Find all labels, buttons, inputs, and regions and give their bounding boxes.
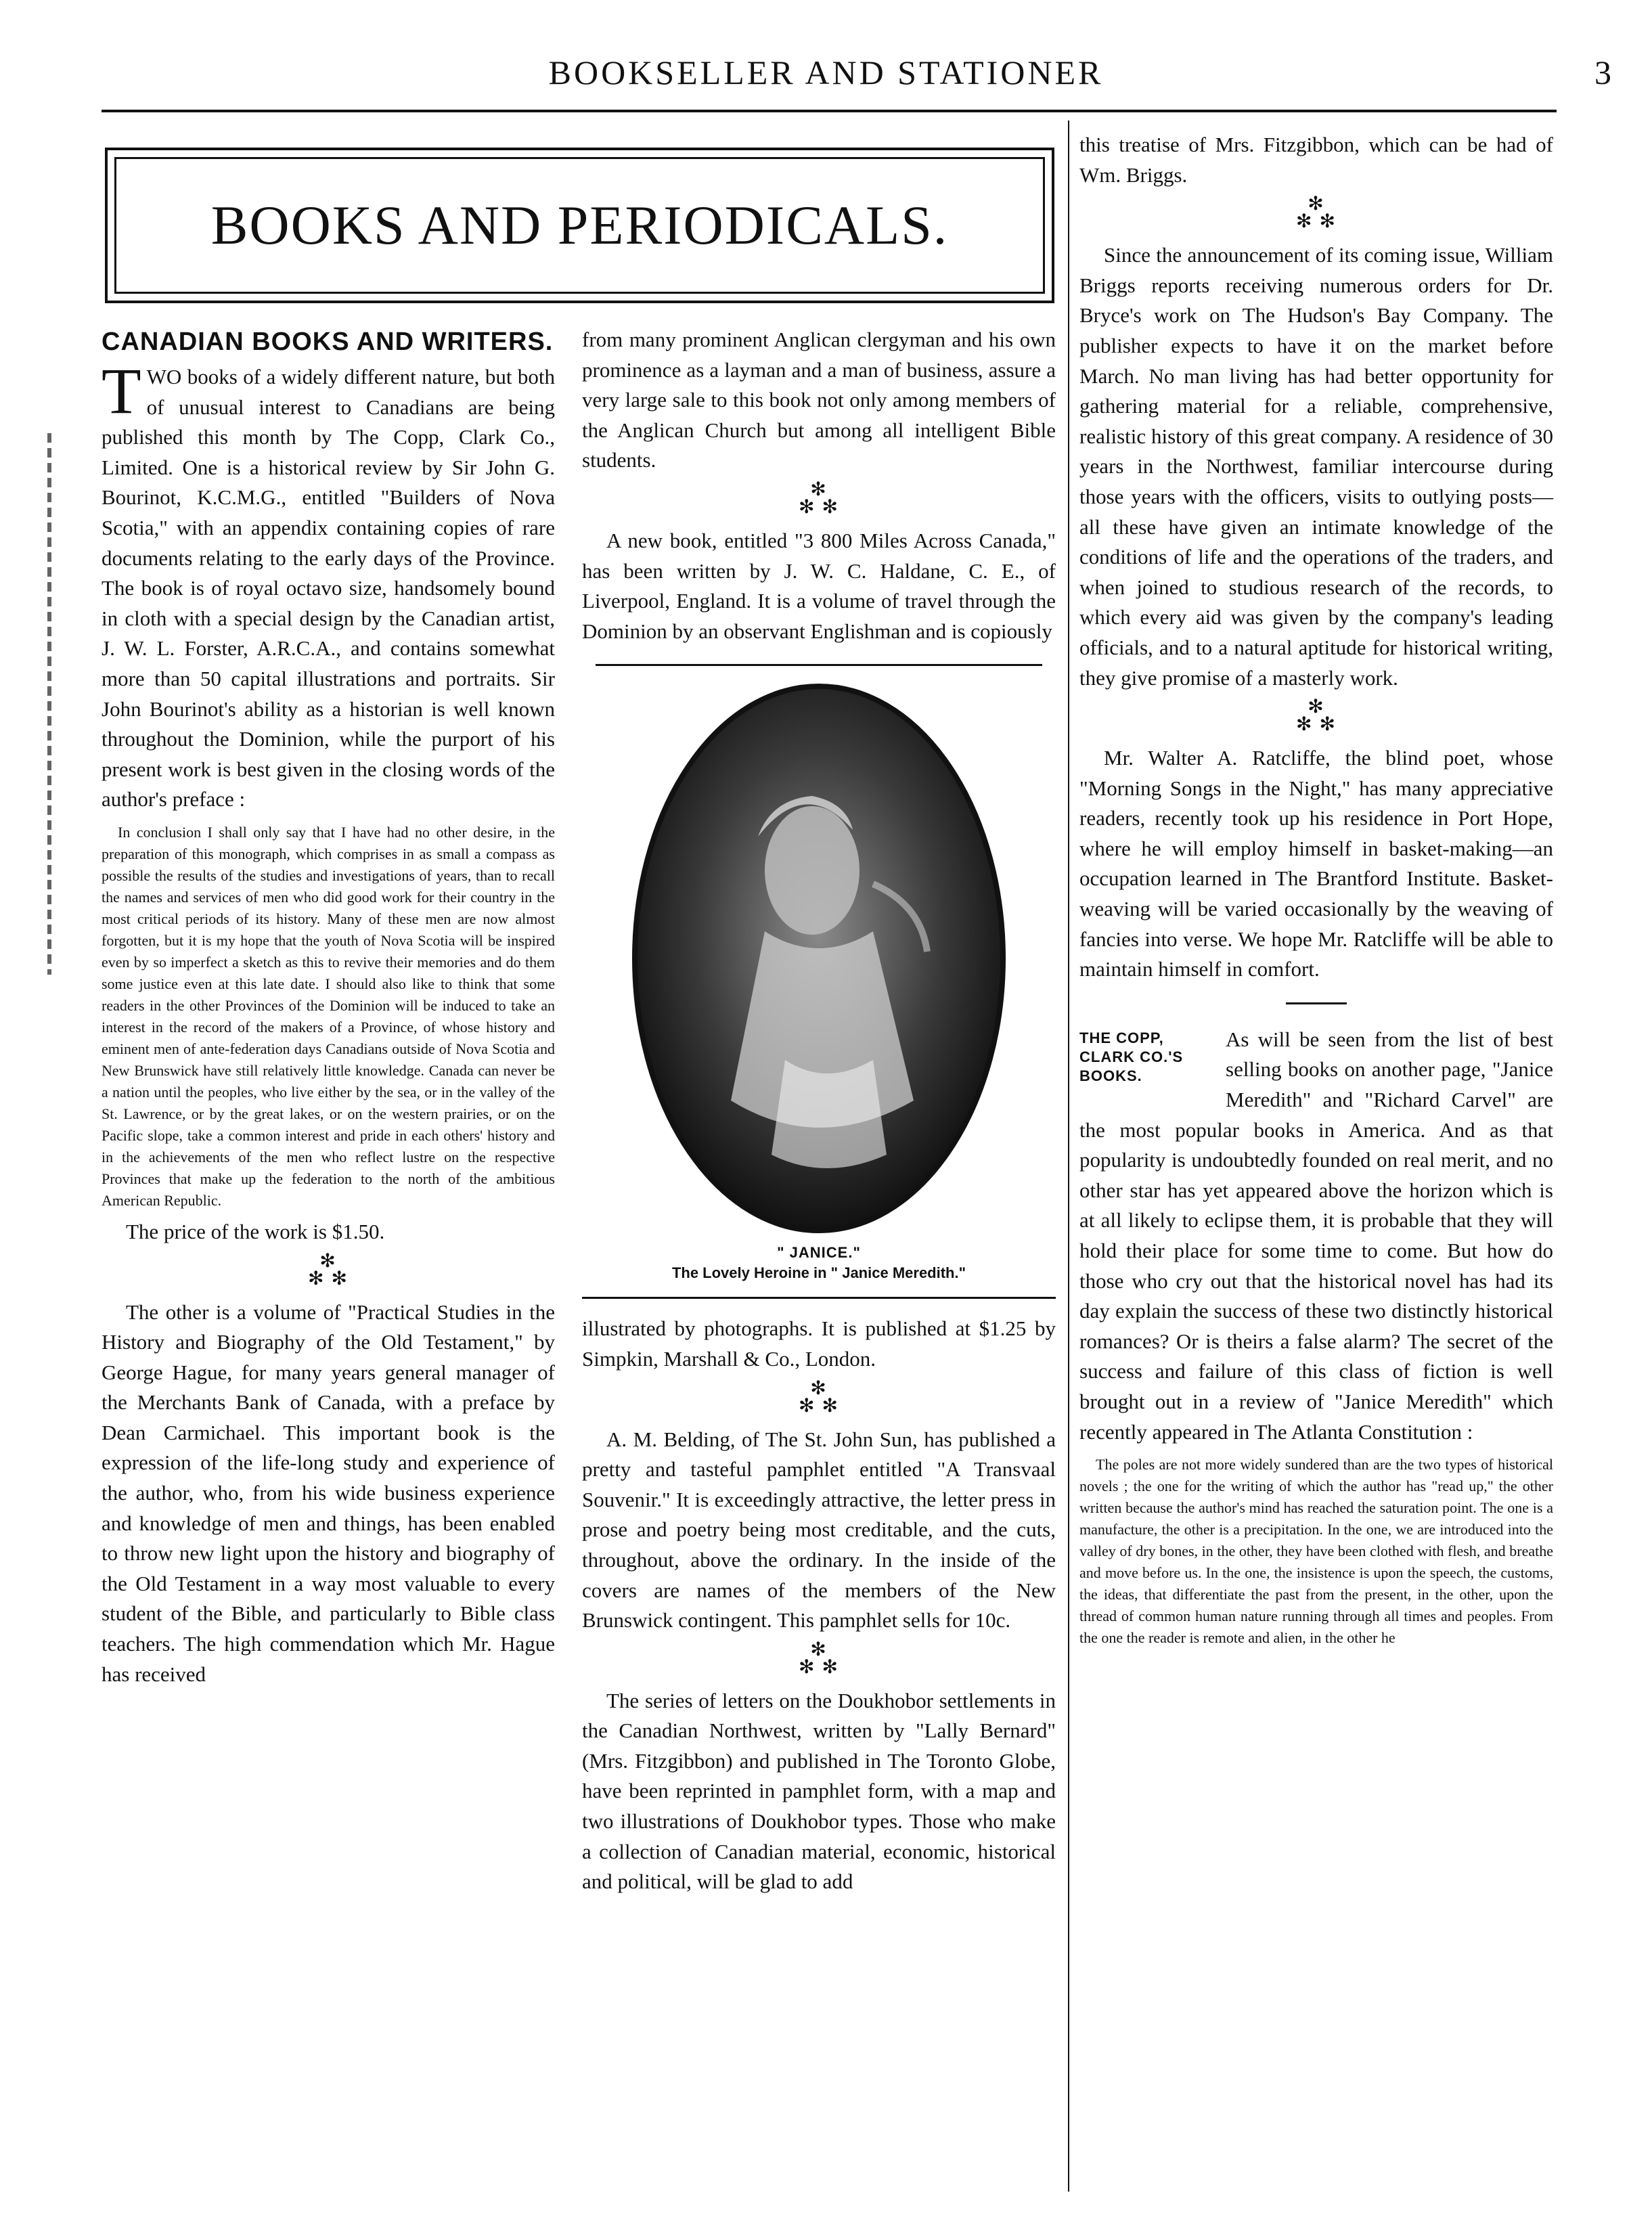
- header-rule: [102, 110, 1557, 112]
- figure-top-rule: [596, 664, 1042, 666]
- asterism: ✻ ✻ ✻: [1296, 696, 1337, 736]
- figure-caption-title: " JANICE.": [777, 1244, 861, 1262]
- section-divider: [1286, 1002, 1347, 1004]
- asterism: ✻ ✻ ✻: [799, 479, 839, 518]
- section-heading: CANADIAN BOOKS AND WRITERS.: [102, 328, 554, 356]
- article-paragraph: from many prominent Anglican clergyman and his own prominence as a layman and a man of business, assure a very large sale to this book not only among members of the Anglican Church but among all intelligent Bible students.: [582, 328, 1056, 472]
- side-heading: THE COPP, CLARK CO.'S BOOKS.: [1079, 1029, 1184, 1084]
- article-paragraph: The other is a volume of "Practical Studies in the History and Biography of the Old Testament," by George Hague, for many years general manager of the Merchants Bank of Canada, with a preface by Dean Carmichael. This important book is the expression of the life-long study and experience of the author, who, from his wide business experience and knowledge of men and things, has been enabled to throw new light upon the history and biography of the Old Testament in a way most valuable to every student of the Bible, and particularly to Bible class teachers. The high commendation which Mr. Hague has received: [102, 1300, 555, 1686]
- running-head: [0, 47, 1652, 102]
- article-paragraph: Mr. Walter A. Ratcliffe, the blind poet, whose "Morning Songs in the Night," has many appreciative readers, recently took up his residence in Port Hope, where he will employ himself in basket-making—an occupation learned in The Brantford Institute. Basket-weaving will be varied occasionally by the weaving of fancies into verse. We hope Mr. Ratcliffe will be able to maintain himself in comfort.: [1079, 746, 1553, 981]
- article-paragraph: [102, 355, 555, 815]
- asterism: ✻ ✻ ✻: [1296, 194, 1337, 233]
- page-number: 3: [1594, 53, 1611, 91]
- portrait-figure: [582, 681, 1056, 1299]
- article-paragraph: this treatise of Mrs. Fitzgibbon, which can be had of Wm. Briggs.: [1079, 133, 1553, 187]
- drop-cap: T: [102, 355, 141, 427]
- section-title-box: [105, 148, 1054, 303]
- section-title: BOOKS AND PERIODICALS.: [210, 194, 949, 256]
- article-text: WO books of a widely different nature, but both of unusual interest to Canadians are being published this month by The Copp, Clark Co., Limited. One is a historical review by Sir John G. Bourinot, K.C.M.G., entitled "Builders of Nova Scotia," with an appendix containing copies of rare documents relating to the early days of the Province. The book is of royal octavo size, handsomely bound in cloth with a special design by the Canadian artist, J. W. L. Forster, A.R.C.A., and contains somewhat more than 50 capital illustrations and portraits. Sir John Bourinot's ability as a historian is well known throughout the Dominion, while the purport of his present work is best given in the closing words of the author's preface :: [102, 365, 555, 812]
- article-paragraph: The series of letters on the Doukhobor settlements in the Canadian Northwest, written by "Lally Bernard" (Mrs. Fitzgibbon) and published in The Toronto Globe, have been reprinted in pamphlet form, with a map and two illustrations of Doukhobor types. Those who make a collection of Canadian material, economic, historical and political, will be glad to add: [582, 1688, 1056, 1894]
- asterism: ✻ ✻ ✻: [799, 1377, 839, 1417]
- column-2: [582, 325, 1056, 1897]
- price-line: The price of the work is $1.50.: [126, 1219, 385, 1243]
- article-paragraph: A new book, entitled "3 800 Miles Across Canada," has been written by J. W. C. Haldane, C. E., of Liverpool, England. It is a volume of travel through the Dominion by an observant Englishman and is copiously: [582, 528, 1056, 643]
- running-title: BOOKSELLER AND STATIONER: [548, 53, 1104, 91]
- section-title-inner: [114, 157, 1045, 294]
- article-paragraph: As will be seen from the list of best selling books on another page, "Janice Meredith" and "Richard Carvel" are the most popular books in America. And as that popularity is undoubtedly founded on real merit, and no other star has yet appeared above the horizon which is at all likely to eclipse them, it is probable that they will hold their place for some time to come. But how do those who cry out that the historical novel has had its day explain the success of these two distinctly historical romances? Or is theirs a false alarm? The secret of the success and failure of this class of fiction is well brought out in a review of "Janice Meredith" which recently appeared in The Atlanta Constitution :: [1079, 1027, 1553, 1444]
- block-quote: In conclusion I shall only say that I have had no other desire, in the preparation of this monograph, which comprises in as small a compass as possible the results of the studies and investigations of years, than to recall the names and services of men who did good work for their country in the most critical periods of its history. Many of these men are now almost forgotten, but it is my hope that the youth of Nova Scotia will be inspired even by so imperfect a sketch as this to revive their memories and do them some justice even at this late date. I should also like to think that some readers in the other Provinces of the Dominion will be induced to take an interest in the record of the makers of a Province, of whose history and eminent men of ante-federation days Canadians outside of Nova Scotia and New Brunswick have still relatively little knowledge. Canada can never be a nation until the peoples, who live either by the sea, or in the valley of the St. Lawrence, or by the great lakes, or on the western prairies, or on the Pacific slope, take a common interest and pride in each others' history and in the achievements of the men who reflect lustre on the respective Provinces that make up the federation to the north of the ambitious American Republic.: [102, 823, 555, 1209]
- asterism: ✻ ✻ ✻: [799, 1639, 839, 1678]
- block-quote: The poles are not more widely sundered than are the two types of historical novels ; the one for the writing of which the author has "read up," the other written because the author's mind has reached the saturation point. The one is a manufacture, the other is a precipitation. In the one, we are introduced into the valley of dry bones, in the other, they have been clothed with flesh, and breathe and move before us. In the one, the insistence is upon the speech, the customs, the ideas, that differentiate the past from the present, in the other, upon the thread of common human nature running through all times and peoples. From the one the reader is remote and alien, in the other he: [1079, 1456, 1553, 1647]
- article-paragraph: A. M. Belding, of The St. John Sun, has published a pretty and tasteful pamphlet entitled "A Transvaal Souvenir." It is exceedingly attractive, the letter press in prose and poetry being most creditable, and the cuts, throughout, above the ordinary. In the inside of the covers are names of the members of the New Brunswick contingent. This pamphlet sells for 10c.: [582, 1427, 1056, 1633]
- article-paragraph: Since the announcement of its coming issue, William Briggs reports receiving numerous orders for Dr. Bryce's work on The Hudson's Bay Company. The publisher expects to have it on the market before March. No man living has had better opportunity for gathering material for a reliable, comprehensive, realistic history of this great company. A residence of 30 years in the Northwest, familiar intercourse during those years with the officers, visits to outlying posts—all these have given an intimate knowledge of the conditions of life and the operations of the traders, and when joined to studious research of the records, to which every aid was given by the company's leading officials, and to a natural aptitude for historical writing, they give promise of a masterly work.: [1079, 243, 1553, 690]
- portrait-illustration: [629, 681, 1008, 1236]
- asterism: ✻ ✻ ✻: [308, 1250, 349, 1289]
- figure-caption: The Lovely Heroine in " Janice Meredith.": [671, 1264, 966, 1282]
- column-rule-left: [1068, 120, 1069, 2192]
- column-3: [1079, 130, 1553, 1649]
- page-edge-mark: [47, 433, 51, 975]
- column-1: [102, 325, 555, 1689]
- figure-bottom-rule: [582, 1297, 1056, 1299]
- article-paragraph: illustrated by photographs. It is published at $1.25 by Simpkin, Marshall & Co., London.: [582, 1316, 1056, 1371]
